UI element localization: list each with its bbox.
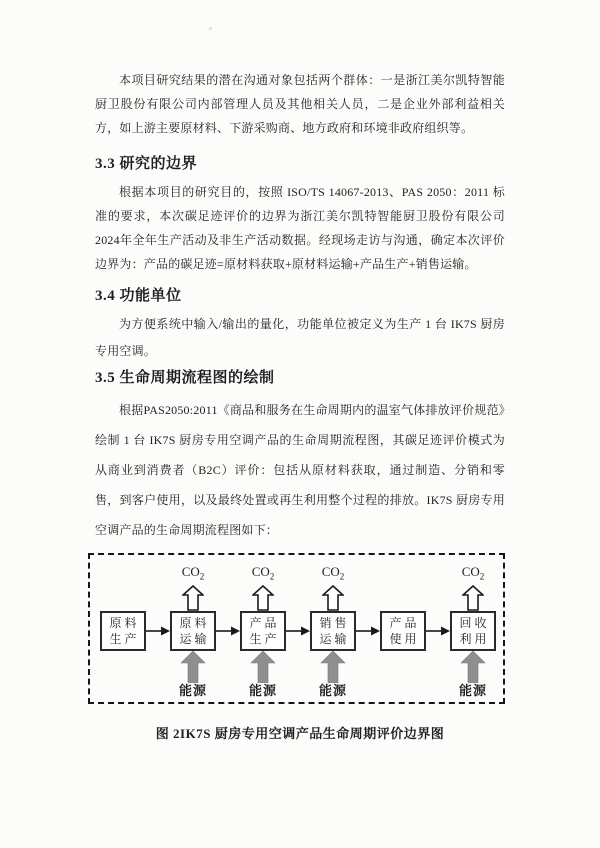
energy-label: 能源 bbox=[318, 682, 347, 698]
co2-up-arrow-icon bbox=[462, 585, 484, 611]
co2-slot bbox=[322, 557, 345, 611]
process-box-label: 原料 bbox=[179, 615, 210, 630]
stage-recycling bbox=[450, 557, 496, 701]
energy-slot bbox=[319, 651, 347, 701]
section-3-3-body: 根据本项目的研究目的，按照 ISO/TS 14067-2013、PAS 2050：2011 标准的要求，本次碳足迹评价的边界为浙江美尔凯特智能厨卫股份有限公司2024年全年生产活动及非生产活动数据。经现场走访与沟通，确定本次评价边界为：产品的碳足迹=原材料获取+原材料运输+产品生产+销售运输。 bbox=[95, 185, 505, 271]
process-box-label: 产品 bbox=[249, 615, 280, 630]
flow-arrow-icon bbox=[356, 625, 380, 637]
process-box-recycling bbox=[450, 611, 496, 651]
energy-slot bbox=[459, 651, 487, 701]
process-box-label: 销售 bbox=[319, 615, 350, 630]
process-box-label: 产品 bbox=[389, 615, 420, 630]
process-box-product-use bbox=[380, 611, 426, 651]
process-box-label: 运输 bbox=[319, 631, 350, 646]
co2-text: CO bbox=[461, 563, 480, 579]
intro-paragraph: 本项目研究结果的潜在沟通对象包括两个群体：一是浙江美尔凯特智能厨卫股份有限公司内部管理人员及其他相关人员，二是企业外部利益相关方，如上游主要原材料、下游采购商、地方政府和环境非政府组织等。 bbox=[95, 73, 505, 135]
process-box-label: 运输 bbox=[179, 631, 210, 646]
process-box-label: 生产 bbox=[249, 631, 280, 646]
process-box-label: 回收 bbox=[459, 615, 490, 630]
figure-caption: 图 2IK7S 厨房专用空调产品生命周期评价边界图 bbox=[155, 726, 445, 741]
co2-up-arrow-icon bbox=[252, 585, 274, 611]
co2-label bbox=[322, 564, 345, 585]
section-3-5-heading: 3.5 生命周期流程图的绘制 bbox=[95, 370, 275, 386]
lifecycle-flowchart bbox=[88, 553, 505, 704]
section-3-4-body: 为方便系统中输入/输出的量化，功能单位被定义为生产 1 台 IK7S 厨房专用空调。 bbox=[95, 317, 505, 358]
co2-subscript: 2 bbox=[199, 571, 205, 582]
process-box-label: 利用 bbox=[459, 631, 490, 646]
process-box-label: 使用 bbox=[389, 631, 420, 646]
energy-label: 能源 bbox=[458, 682, 487, 698]
process-box-sales-transport bbox=[310, 611, 356, 651]
flow-arrow-icon bbox=[216, 625, 240, 637]
co2-label bbox=[252, 564, 275, 585]
flow-arrow-icon bbox=[286, 625, 310, 637]
co2-label bbox=[462, 564, 485, 585]
energy-slot bbox=[179, 651, 207, 701]
stage-product-production bbox=[240, 557, 286, 701]
co2-text: CO bbox=[251, 563, 270, 579]
process-box-label: 生产 bbox=[109, 631, 140, 646]
co2-subscript: 2 bbox=[479, 571, 485, 582]
co2-slot bbox=[182, 557, 205, 611]
co2-label bbox=[182, 564, 205, 585]
energy-up-arrow-icon bbox=[180, 651, 206, 683]
process-box-product-production bbox=[240, 611, 286, 651]
stage-material-transport bbox=[170, 557, 216, 701]
co2-subscript: 2 bbox=[339, 571, 345, 582]
section-3-5-body: 根据PAS2050:2011《商品和服务在生命周期内的温室气体排放评价规范》绘制 1 台 IK7S 厨房专用空调产品的生命周期流程图，其碳足迹评价模式为从商业到消费者（B2C）评价：包括从原材料获取，通过制造、分销和零售，到客户使用，以及最终处置或再生利用整个过程的排放。IK7S 厨房专用空调产品的生命周期流程图如下： bbox=[95, 403, 505, 537]
flow-arrow-icon bbox=[426, 625, 450, 637]
energy-up-arrow-icon bbox=[460, 651, 486, 683]
co2-up-arrow-icon bbox=[182, 585, 204, 611]
section-3-4-heading: 3.4 功能单位 bbox=[95, 288, 182, 304]
scan-noise bbox=[0, 0, 1, 1]
energy-label: 能源 bbox=[178, 682, 207, 698]
process-box-raw-material-production bbox=[100, 611, 146, 651]
stage-raw-material-production bbox=[100, 557, 146, 701]
co2-text: CO bbox=[181, 563, 200, 579]
process-box-label: 原料 bbox=[109, 615, 140, 630]
energy-up-arrow-icon bbox=[250, 651, 276, 683]
stage-product-use bbox=[380, 557, 426, 701]
co2-text: CO bbox=[321, 563, 340, 579]
process-box-material-transport bbox=[170, 611, 216, 651]
stage-sales-transport bbox=[310, 557, 356, 701]
co2-slot bbox=[252, 557, 275, 611]
co2-subscript: 2 bbox=[269, 571, 275, 582]
co2-slot bbox=[462, 557, 485, 611]
flow-arrow-icon bbox=[146, 625, 170, 637]
energy-label: 能源 bbox=[248, 682, 277, 698]
co2-up-arrow-icon bbox=[322, 585, 344, 611]
section-3-3-heading: 3.3 研究的边界 bbox=[95, 156, 198, 172]
energy-slot bbox=[249, 651, 277, 701]
energy-up-arrow-icon bbox=[320, 651, 346, 683]
